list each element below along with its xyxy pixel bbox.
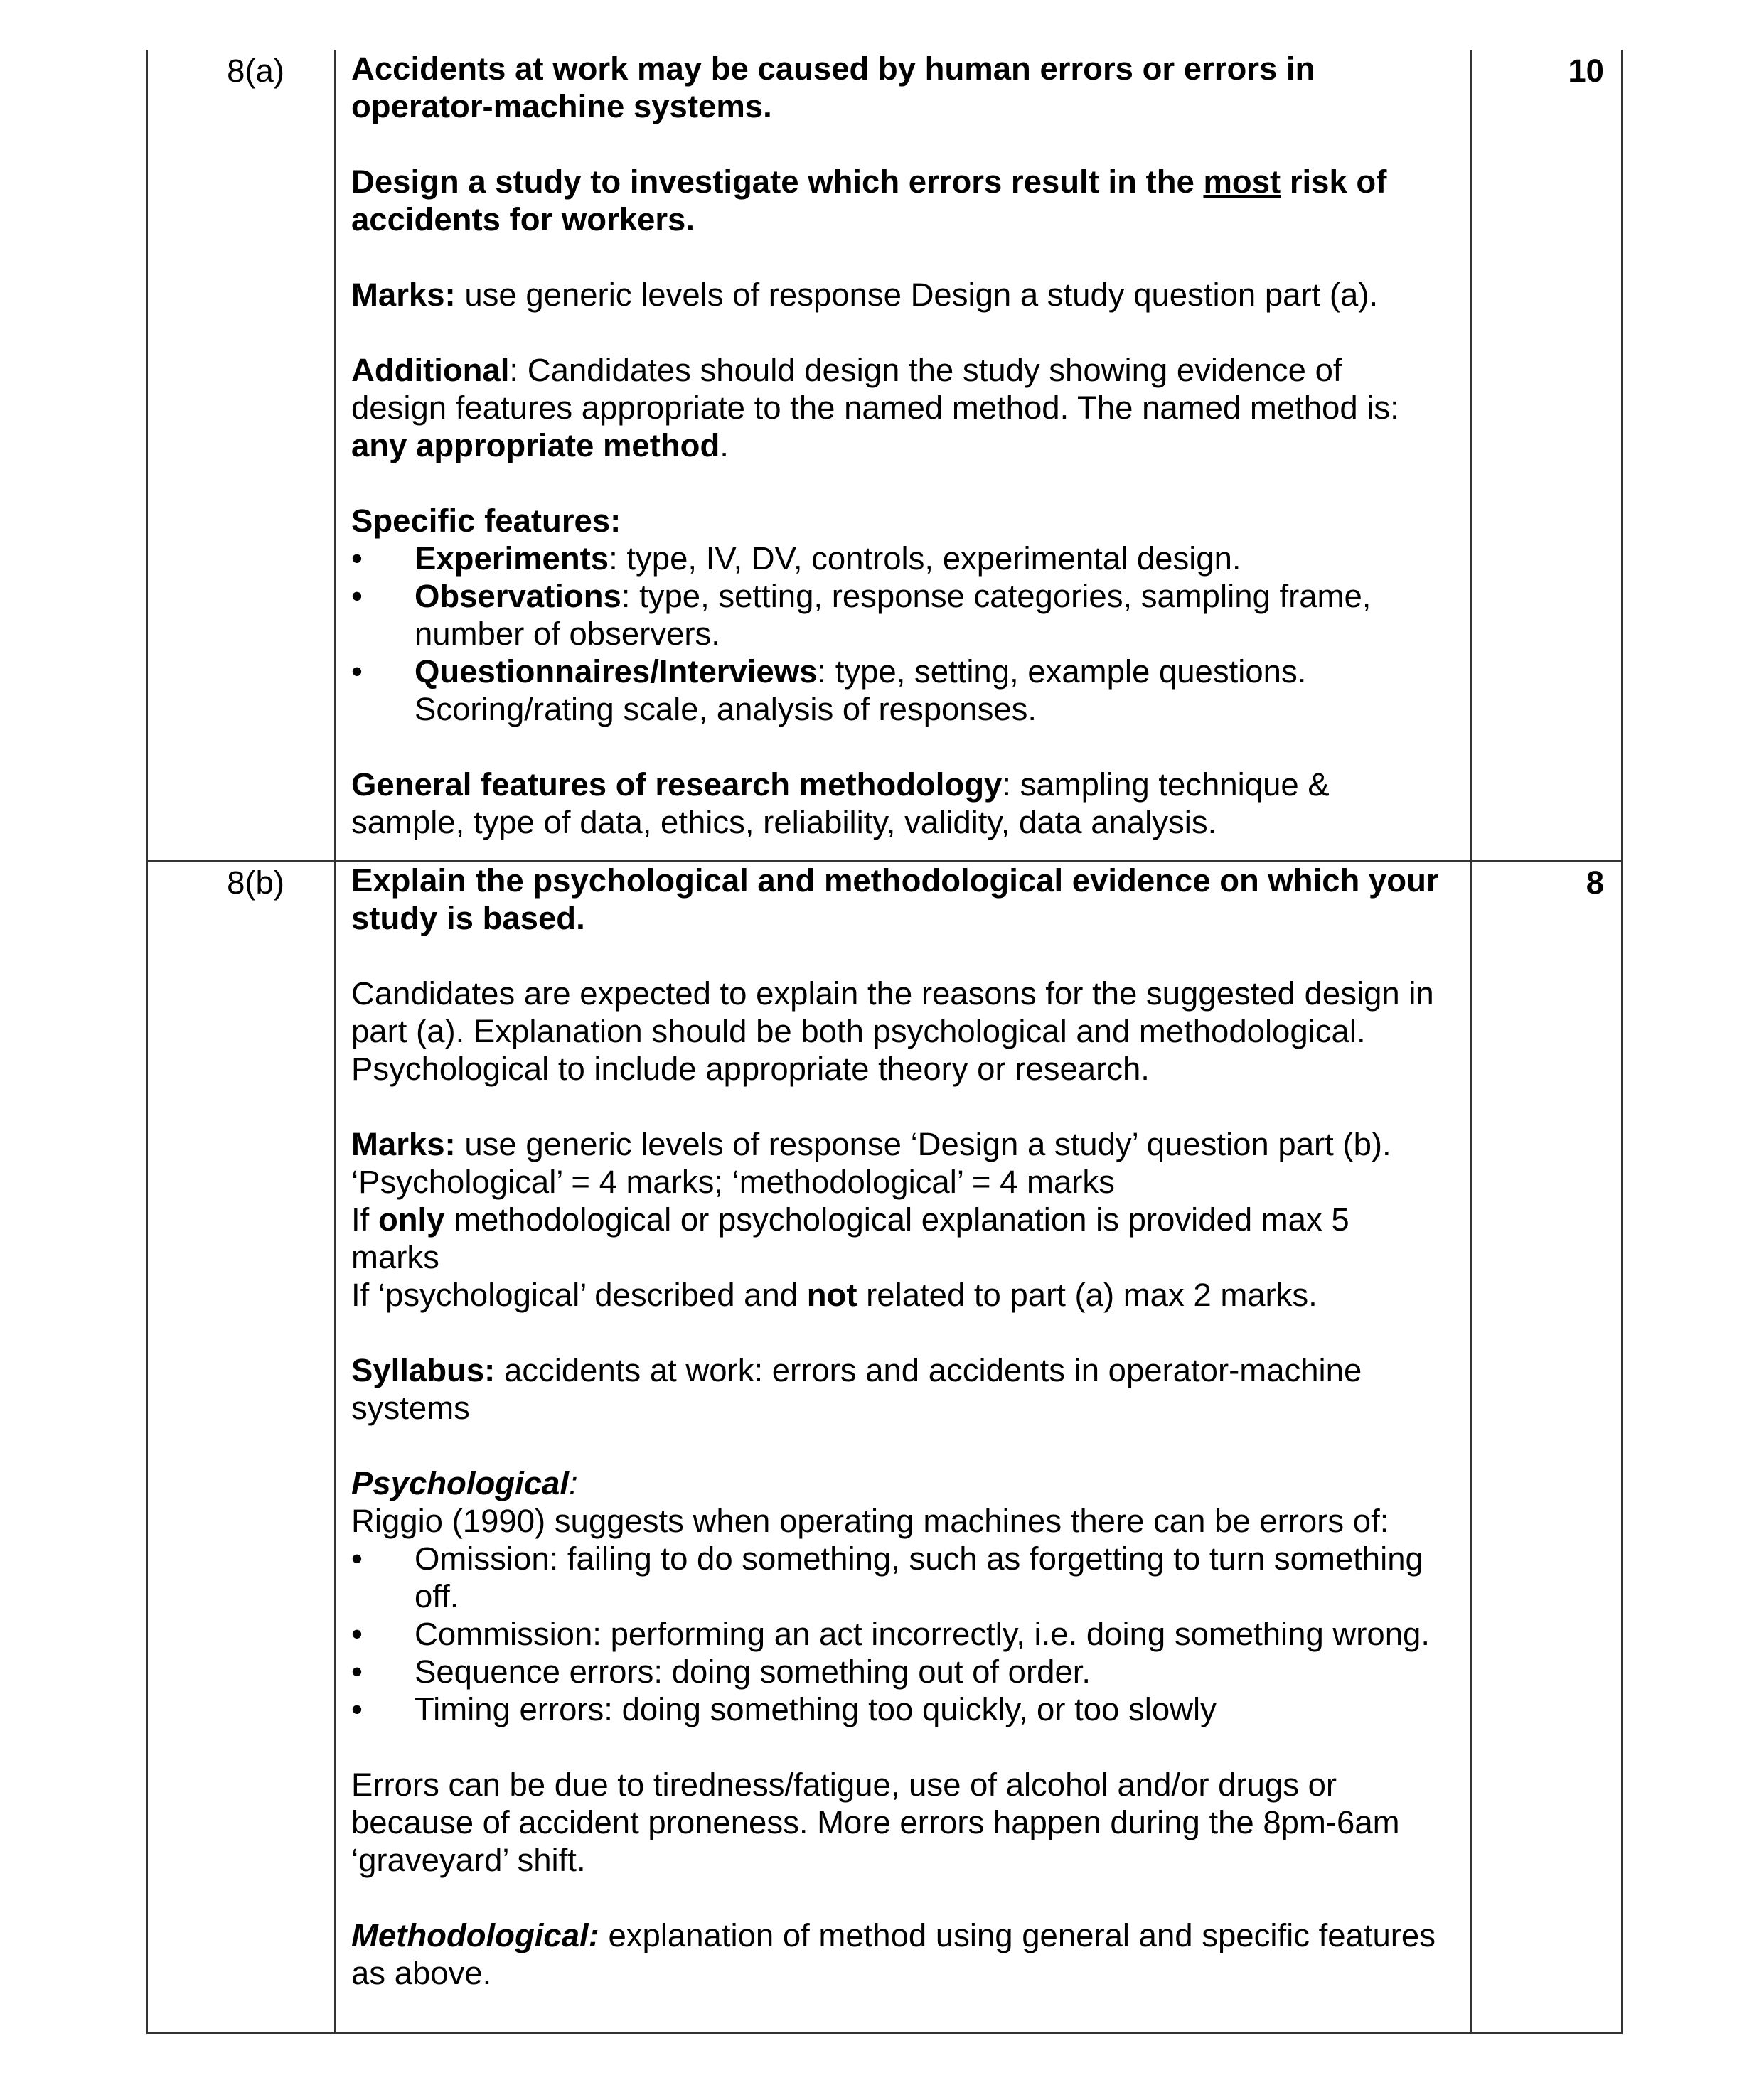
syllabus-text: Syllabus: accidents at work: errors and accidents in operator-machine systems (351, 1352, 1362, 1426)
question-prompt: Explain the psychological and methodological evidence on which your study is based. (351, 862, 1439, 936)
question-number: 8(b) (227, 864, 284, 901)
marks-value: 10 (1568, 53, 1604, 89)
marks-cell (1472, 862, 1618, 2032)
list-item: • Omission: failing to do something, such as forgetting to turn something off. (351, 1540, 1423, 1614)
table-row (148, 50, 1621, 860)
question-number: 8(a) (227, 53, 284, 89)
list-item: • Observations: type, setting, response categories, sampling frame, number of observers. (351, 578, 1372, 652)
marks-cell (1472, 50, 1618, 860)
bullet: • (351, 1616, 363, 1652)
list-item: • Experiments: type, IV, DV, controls, experimental design. (351, 540, 1241, 577)
emphasis-word: most (1203, 164, 1281, 200)
bullet: • (351, 653, 363, 690)
list-item: • Questionnaires/Interviews: type, setting, example questions. Scoring/rating scale, analysis of responses. (351, 653, 1307, 727)
bullet: • (351, 578, 363, 614)
additional-guidance: Additional: Candidates should design the study showing evidence of design features appropriate to the named method. The named method is: any appropriate method. (351, 352, 1399, 463)
psychological-heading: Psychological: (351, 1465, 578, 1501)
bullet: • (351, 1540, 363, 1577)
methodological-text: Methodological: explanation of method using general and specific features as above. (351, 1917, 1436, 1991)
general-features: General features of research methodology: sampling technique & sample, type of data, ethics, reliability, validity, data analysis. (351, 766, 1330, 840)
marks-guidance: Marks: use generic levels of response ‘Design a study’ question part (b). ‘Psychological’ = 4 marks; ‘methodological’ = 4 marks If only methodological or psychological explanation is provided max 5 marks If ‘psychological’ described and not related to part (a) max 2 marks. (351, 1126, 1391, 1313)
bullet: • (351, 1691, 363, 1727)
mark-scheme-table (146, 50, 1623, 2034)
marks-value: 8 (1586, 864, 1604, 901)
design-prompt: Design a study to investigate which errors result in the most risk of accidents for workers. (351, 164, 1387, 237)
list-item: • Timing errors: doing something too quickly, or too slowly (351, 1691, 1217, 1727)
expectation-text: Candidates are expected to explain the reasons for the suggested design in part (a). Explanation should be both psychological and methodological. Psychological to include appropriate theory or research. (351, 975, 1434, 1087)
bullet: • (351, 540, 363, 577)
marks-guidance: Marks: use generic levels of response Design a study question part (a). (351, 277, 1379, 313)
question-number-cell (148, 862, 336, 2032)
error-types-list (351, 1540, 1456, 1728)
question-number-cell (148, 50, 336, 860)
specific-features-list (351, 540, 1456, 728)
bullet: • (351, 1653, 363, 1690)
list-item: • Sequence errors: doing something out of order. (351, 1653, 1091, 1690)
answer-cell (336, 862, 1472, 2032)
answer-cell (336, 50, 1472, 860)
question-prompt: Accidents at work may be caused by human errors or errors in operator-machine systems. (351, 50, 1315, 124)
specific-features-heading: Specific features: (351, 503, 621, 539)
list-item: • Commission: performing an act incorrectly, i.e. doing something wrong. (351, 1616, 1430, 1652)
riggio-text: Riggio (1990) suggests when operating machines there can be errors of: (351, 1503, 1389, 1539)
fatigue-text: Errors can be due to tiredness/fatigue, use of alcohol and/or drugs or because of accident proneness. More errors happen during the 8pm-6am ‘graveyard’ shift. (351, 1767, 1400, 1878)
table-row (148, 860, 1621, 2032)
